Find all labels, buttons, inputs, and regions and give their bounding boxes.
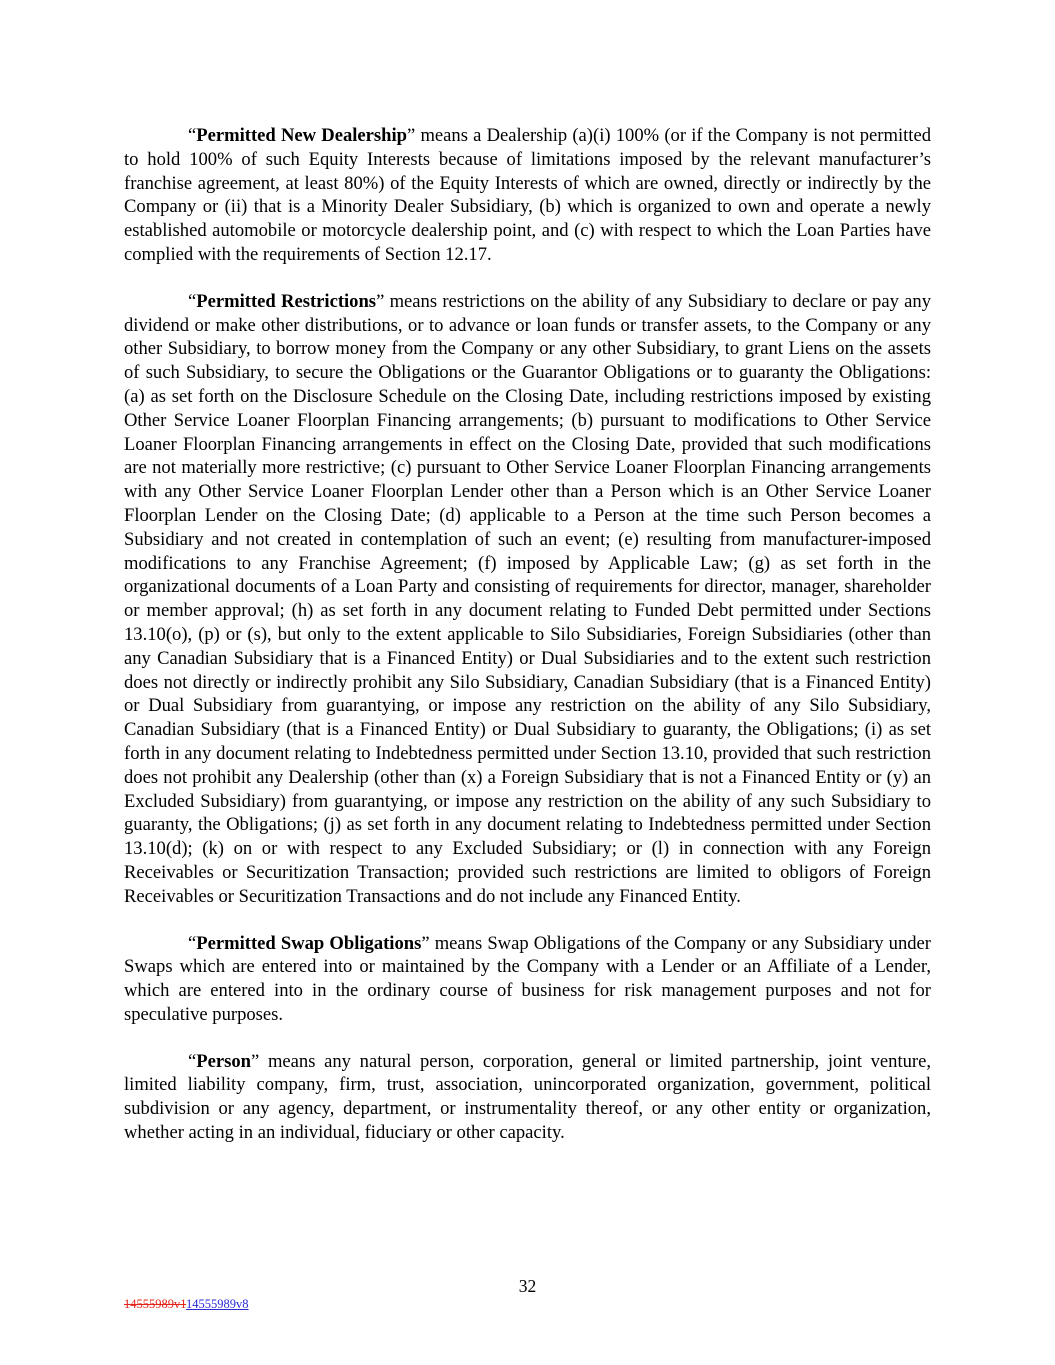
open-quote: “	[188, 125, 197, 146]
definition-body: ” means any natural person, corporation, general or limited partnership, joint venture, limited liability company, firm, trust, association, unincorporated organization, government, political subdivision or any agency, department, or instrumentality thereof, or any other entity or organization, whether acting in an individual, fiduciary or other capacity.	[124, 1050, 931, 1144]
open-quote: “	[188, 1050, 197, 1072]
page-number: 32	[518, 1276, 537, 1296]
open-quote: “	[188, 932, 197, 954]
deleted-doc-id: 14555989v1	[124, 1297, 187, 1311]
definition-permitted-swap-obligations	[124, 932, 931, 1027]
definition-body: ” means a Dealership (a)(i) 100% (or if the Company is not permitted to hold 100% of such Equity Interests because of limitations imposed by the relevant manufacturer’s franchise agreement, at least 80%) of the Equity Interests of which are owned, directly or indirectly by the Company or (ii) that is a Minority Dealer Subsidiary, (b) which is organized to own and operate a newly established automobile or motorcycle dealership point, and (c) with respect to which the Loan Parties have complied with the requirements of Section 12.17.	[124, 125, 931, 265]
defined-term: Permitted Restrictions	[196, 290, 377, 312]
definition-permitted-new-dealership	[124, 124, 931, 267]
document-id-footer	[124, 1297, 249, 1312]
defined-term: Permitted Swap Obligations	[196, 932, 422, 954]
inserted-doc-id[interactable]: 14555989v8	[186, 1297, 249, 1311]
definition-body: ” means restrictions on the ability of any Subsidiary to declare or pay any dividend or make other distributions, or to advance or loan funds or transfer assets, to the Company or any other Subsidiary, to borrow money from the Company or any other Subsidiary, to grant Liens on the assets of such Subsidiary, to secure the Obligations or the Guarantor Obligations or to guaranty the Obligations: (a) as set forth on the Disclosure Schedule on the Closing Date, including restrictions imposed by existing Other Service Loaner Floorplan Financing arrangements; (b) pursuant to modifications to Other Service Loaner Floorplan Financing arrangements in effect on the Closing Date, provided that such modifications are not materially more restrictive; (c) pursuant to Other Service Loaner Floorplan Financing arrangements with any Other Service Loaner Floorplan Lender other than a Person which is an Other Service Loaner Floorplan Lender on the Closing Date; (d) applicable to a Person at the time such Person becomes a Subsidiary and not created in contemplation of such an event; (e) resulting from manufacturer-imposed modifications to any Franchise Agreement; (f) imposed by Applicable Law; (g) as set forth in the organizational documents of a Loan Party and consisting of requirements for director, manager, shareholder or member approval; (h) as set forth in any document relating to Funded Debt permitted under Sections 13.10(o), (p) or (s), but only to the extent applicable to Silo Subsidiaries, Foreign Subsidiaries (other than any Canadian Subsidiary that is a Financed Entity) or Dual Subsidiaries and to the extent such restriction does not directly or indirectly prohibit any Silo Subsidiary, Canadian Subsidiary (that is a Financed Entity) or Dual Subsidiary from guarantying, or impose any restriction on the ability of any Silo Subsidiary, Canadian Subsidiary (that is a Financed Entity) or Dual Subsidiary to guaranty, the Obligations; (i) as set forth in any document relating to Indebtedness permitted under Section 13.10, provided that such restriction does not prohibit any Dealership (other than (x) a Foreign Subsidiary that is not a Financed Entity or (y) an Excluded Subsidiary) from guarantying, or impose any restriction on the ability of any such Subsidiary to guaranty, the Obligations; (j) as set forth in any document relating to Indebtedness permitted under Section 13.10(d); (k) on or with respect to any Excluded Subsidiary; or (l) in connection with any Foreign Receivables or Securitization Transaction; provided such restrictions are limited to obligors of Foreign Receivables or Securitization Transactions and do not include any Financed Entity.	[124, 290, 932, 907]
defined-term: Permitted New Dealership	[196, 125, 408, 146]
definition-person	[124, 1050, 931, 1145]
document-page	[124, 124, 931, 1168]
definition-permitted-restrictions	[124, 290, 931, 909]
defined-term: Person	[196, 1050, 252, 1072]
open-quote: “	[188, 290, 197, 312]
definition-body: ” means Swap Obligations of the Company or any Subsidiary under Swaps which are entered into or maintained by the Company with a Lender or an Affiliate of a Lender, which are entered into in the ordinary course of business for risk management purposes and not for speculative purposes.	[124, 932, 932, 1025]
